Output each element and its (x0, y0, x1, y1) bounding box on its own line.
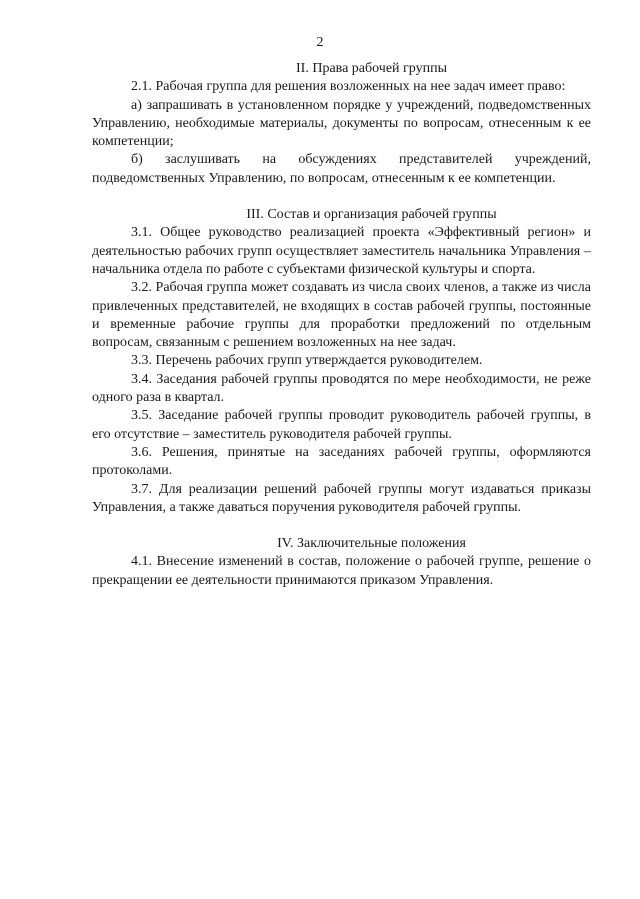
section-final-provisions (92, 535, 591, 590)
section-heading: III. Состав и организация рабочей группы (246, 207, 497, 223)
paragraph: 3.6. Решения, принятые на заседаниях рабочей группы, оформляются протоколами. (92, 444, 591, 479)
paragraph: 3.1. Общее руководство реализацией проекта «Эффективный регион» и деятельностью рабочих групп осуществляет заместитель начальника Управления – начальника отдела по работе с субъектами физической культуры и спорта. (92, 225, 591, 277)
document-body (92, 60, 591, 590)
section-spacer (92, 517, 591, 535)
paragraph: 2.1. Рабочая группа для решения возложенных на нее задач имеет право: (131, 79, 566, 95)
section-spacer (92, 188, 591, 206)
paragraph: б) заслушивать на обсуждениях представителей учреждений, подведомственных Управлению, по вопросам, отнесенным к ее компетенции. (92, 152, 591, 186)
paragraph: 3.7. Для реализации решений рабочей группы могут издаваться приказы Управления, а также даваться поручения руководителя рабочей группы. (92, 481, 591, 515)
page-number: 2 (316, 35, 324, 50)
paragraph: 3.5. Заседание рабочей группы проводит руководитель рабочей группы, в его отсутствие – заместитель руководителя рабочей группы. (92, 408, 591, 442)
paragraph: 3.3. Перечень рабочих групп утверждается руководителем. (131, 353, 483, 369)
paragraph: 4.1. Внесение изменений в состав, положение о рабочей группе, решение о прекращении ее деятельности принимаются приказом Управления. (92, 554, 591, 588)
paragraph: 3.4. Заседания рабочей группы проводятся по мере необходимости, не реже одного раза в квартал. (92, 371, 591, 406)
section-heading: II. Права рабочей группы (296, 61, 447, 76)
paragraph: а) запрашивать в установленном порядке у учреждений, подведомственных Управлению, необходимые материалы, документы по вопросам, отнесенным к ее компетенции; (92, 97, 591, 150)
section-rights (92, 60, 591, 188)
section-heading: IV. Заключительные положения (277, 536, 466, 552)
paragraph: 3.2. Рабочая группа может создавать из числа своих членов, а также из числа привлеченных представителей, не входящих в состав рабочей группы, постоянные и временные рабочие группы для проработки предложений по отдельным вопросам, связанным с решением возложенных на нее задач. (92, 280, 591, 351)
section-composition (92, 206, 591, 517)
